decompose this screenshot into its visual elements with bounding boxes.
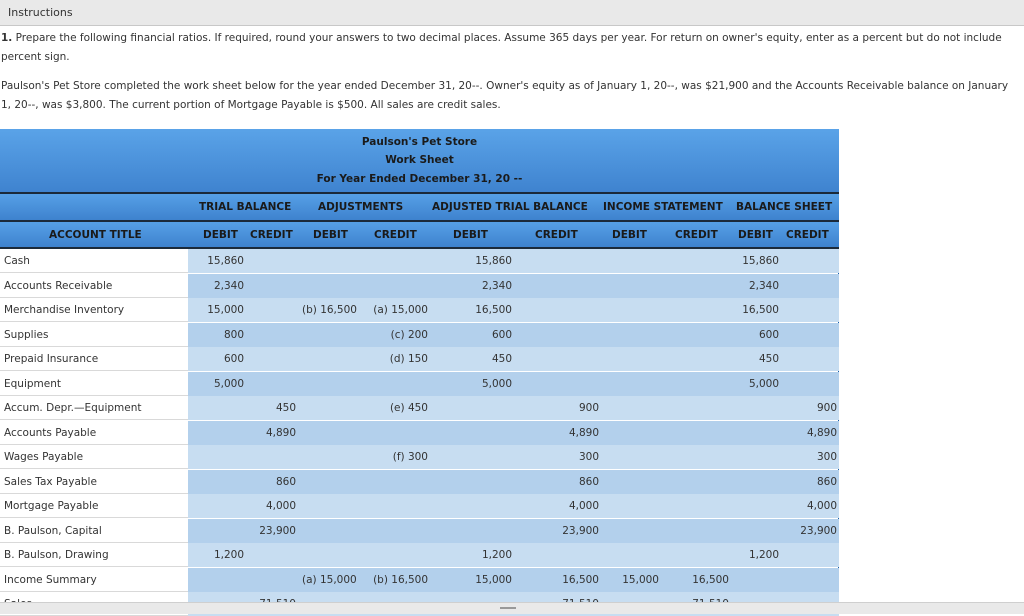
atb-debit-header: DEBIT — [453, 229, 488, 241]
table-row — [0, 568, 839, 592]
section-adjusted-trial-balance: ADJUSTED TRIAL BALANCE — [432, 201, 588, 213]
account-title-cell: Accum. Depr.—Equipment — [0, 396, 188, 420]
work-sheet — [0, 129, 839, 602]
account-title-cell: Supplies — [0, 323, 188, 347]
account-title-cell: Merchandise Inventory — [0, 298, 188, 322]
amount-cell-bs-dr: 15,860 — [742, 255, 779, 267]
instruction-paragraph-2: Paulson's Pet Store completed the work sheet below for the year ended December 31, 20--. Owner's equity as of January 1, 20--, was $21,900 and the Accounts Receivable balance on January 1, 20--, was $3,800. The current portion of Mortgage Payable is $500. All sales are credit sales. — [1, 80, 1009, 111]
account-title-cell: Wages Payable — [0, 445, 188, 469]
atb-credit-header: CREDIT — [535, 229, 578, 241]
section-balance-sheet: BALANCE SHEET — [736, 201, 833, 213]
account-title-cell: B. Paulson, Drawing — [0, 543, 188, 567]
amount-cell-atb-cr: 23,900 — [562, 524, 599, 537]
amount-cell-atb-dr: 15,860 — [475, 255, 512, 267]
section-trial-balance: TRIAL BALANCE — [199, 201, 292, 213]
instruction-number: 1. — [1, 32, 13, 44]
amount-cell-atb-dr: 600 — [491, 328, 512, 341]
amount-cell-adj-dr: (a) 15,000 — [302, 573, 357, 586]
amount-cell-atb-dr: 16,500 — [475, 304, 512, 316]
tab-bar — [0, 0, 1024, 26]
adj-credit-header: CREDIT — [374, 229, 417, 241]
table-row — [0, 519, 839, 543]
amount-cell-bs-dr: 16,500 — [742, 304, 779, 316]
amount-cell-adj-cr: (d) 150 — [389, 353, 428, 365]
amount-cell-bs-cr: 4,890 — [806, 426, 837, 439]
account-title-cell: B. Paulson, Capital — [0, 519, 188, 543]
account-title-cell: Mortgage Payable — [0, 494, 188, 518]
account-title-header: ACCOUNT TITLE — [49, 229, 142, 241]
section-income-statement: INCOME STATEMENT — [603, 201, 723, 213]
amount-cell-adj-dr: (b) 16,500 — [302, 304, 357, 316]
bottom-scroll-bar[interactable] — [0, 602, 1024, 614]
resize-grip-icon[interactable] — [500, 607, 516, 609]
amount-cell-atb-cr: 16,500 — [562, 573, 599, 586]
amount-cell-bs-dr: 450 — [758, 353, 779, 365]
amount-cell-tb-cr: 23,900 — [259, 524, 296, 537]
amount-cell-tb-cr: 4,890 — [265, 426, 296, 439]
amount-cell-bs-dr: 5,000 — [748, 377, 779, 390]
amount-cell-adj-cr: (c) 200 — [390, 328, 428, 341]
amount-cell-atb-cr: 860 — [578, 475, 599, 488]
table-row — [0, 372, 839, 396]
amount-cell-tb-dr: 2,340 — [213, 279, 244, 292]
table-row — [0, 543, 839, 567]
table-row — [0, 298, 839, 322]
work-sheet-title-block — [0, 129, 839, 192]
work-sheet-period: For Year Ended December 31, 20 -- — [316, 173, 523, 185]
amount-cell-atb-dr: 1,200 — [481, 549, 512, 561]
account-title-cell: Sales Tax Payable — [0, 470, 188, 494]
amount-cell-tb-cr: 450 — [275, 402, 296, 414]
amount-cell-atb-dr: 2,340 — [481, 279, 512, 292]
amount-cell-bs-cr: 4,000 — [806, 500, 837, 512]
table-row — [0, 323, 839, 347]
amount-cell-bs-cr: 900 — [816, 402, 837, 414]
column-header-row — [0, 222, 839, 247]
amount-cell-tb-dr: 15,000 — [207, 304, 244, 316]
amount-cell-bs-cr: 860 — [816, 475, 837, 488]
section-adjustments: ADJUSTMENTS — [318, 201, 404, 213]
table-row — [0, 470, 839, 494]
amount-cell-atb-cr: 300 — [578, 451, 599, 463]
instruction-text: Prepare the following financial ratios. If required, round your answers to two decimal places. Assume 365 days per year. For return on owner's equity, enter as a percent but do not include percent sign. — [1, 32, 1002, 63]
table-row — [0, 421, 839, 445]
tb-credit-header: CREDIT — [250, 229, 293, 241]
account-title-cell: Equipment — [0, 372, 188, 396]
account-title-cell: Accounts Receivable — [0, 274, 188, 298]
table-row — [0, 445, 839, 469]
table-row — [0, 396, 839, 420]
amount-cell-atb-cr: 900 — [578, 402, 599, 414]
amount-cell-atb-dr: 450 — [491, 353, 512, 365]
tb-debit-header: DEBIT — [203, 229, 238, 241]
amount-cell-atb-cr: 4,890 — [568, 426, 599, 439]
company-name: Paulson's Pet Store — [361, 136, 478, 148]
amount-cell-is-dr: 15,000 — [622, 573, 659, 586]
account-title-cell: Prepaid Insurance — [0, 347, 188, 371]
table-row — [0, 249, 839, 273]
bs-debit-header: DEBIT — [738, 229, 773, 241]
tab-instructions[interactable]: Instructions — [8, 6, 73, 19]
amount-cell-is-cr: 16,500 — [692, 573, 729, 586]
amount-cell-atb-cr: 4,000 — [568, 500, 599, 512]
amount-cell-bs-cr: 300 — [816, 451, 837, 463]
account-title-cell: Accounts Payable — [0, 421, 188, 445]
amount-cell-bs-dr: 1,200 — [748, 549, 779, 561]
bs-credit-header: CREDIT — [786, 229, 829, 241]
amount-cell-tb-cr: 4,000 — [265, 500, 296, 512]
table-row — [0, 274, 839, 298]
is-credit-header: CREDIT — [675, 229, 718, 241]
amount-cell-adj-cr: (e) 450 — [389, 402, 428, 414]
account-title-cell: Income Summary — [0, 568, 188, 592]
amount-cell-tb-dr: 5,000 — [213, 377, 244, 390]
work-sheet-title: Work Sheet — [385, 154, 454, 166]
section-header-row — [0, 194, 839, 220]
table-row — [0, 347, 839, 371]
amount-cell-tb-cr: 860 — [275, 475, 296, 488]
account-title-cell: Cash — [0, 249, 188, 273]
amount-cell-tb-dr: 600 — [223, 353, 244, 365]
instruction-paragraph-1 — [1, 29, 1016, 67]
amount-cell-bs-cr: 23,900 — [800, 524, 837, 537]
amount-cell-tb-dr: 800 — [223, 328, 244, 341]
adj-debit-header: DEBIT — [313, 229, 348, 241]
amount-cell-bs-dr: 2,340 — [748, 279, 779, 292]
amount-cell-tb-dr: 15,860 — [207, 255, 244, 267]
amount-cell-adj-cr: (f) 300 — [392, 451, 428, 463]
amount-cell-tb-dr: 1,200 — [213, 549, 244, 561]
amount-cell-bs-dr: 600 — [758, 328, 779, 341]
amount-cell-adj-cr: (b) 16,500 — [373, 573, 428, 586]
is-debit-header: DEBIT — [612, 229, 647, 241]
table-row — [0, 494, 839, 518]
amount-cell-atb-dr: 5,000 — [481, 377, 512, 390]
amount-cell-atb-dr: 15,000 — [475, 573, 512, 586]
amount-cell-adj-cr: (a) 15,000 — [373, 304, 428, 316]
